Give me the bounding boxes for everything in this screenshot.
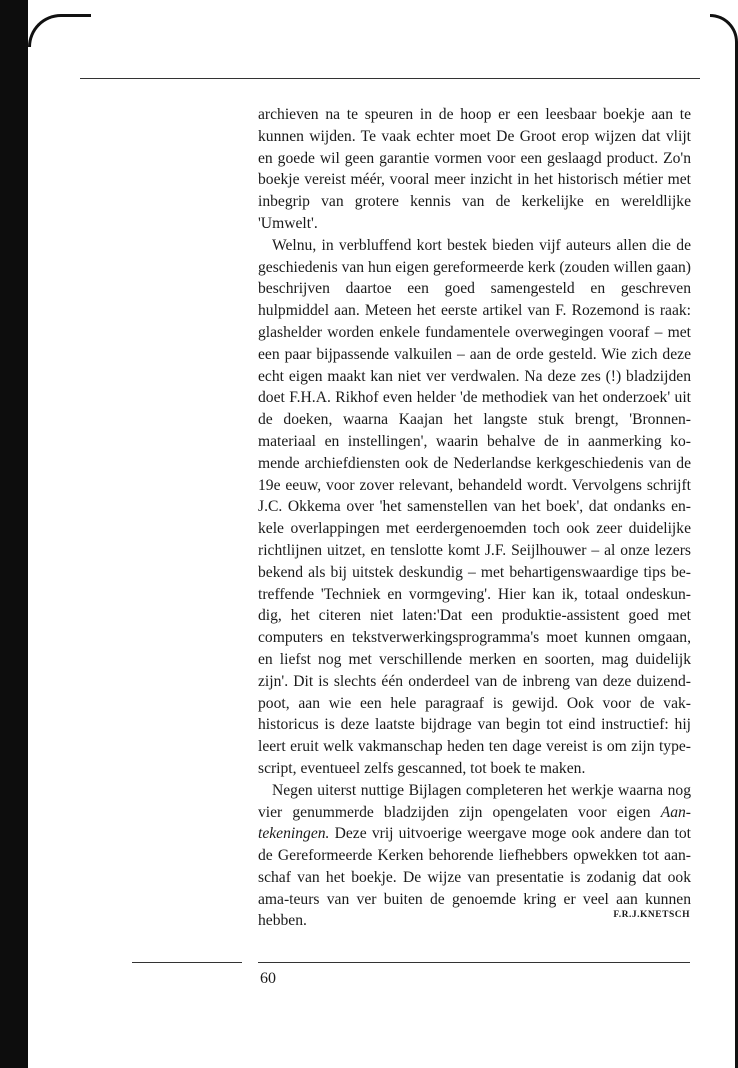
footer-rule-right <box>258 962 690 963</box>
paragraph-3-italic: Aan-tekeningen. <box>258 803 691 843</box>
scan-edge-left <box>0 0 28 1068</box>
paragraph-3-text-before: Negen uiterst nuttige Bijlagen completeren het werkje waarna nog vier genummerde bladzijden zijn opengelaten voor eigen <box>258 781 691 821</box>
article-body <box>258 104 691 932</box>
footer-rule-left <box>132 962 242 963</box>
paragraph-2: Welnu, in verbluffend kort bestek bieden vijf auteurs allen die de geschiedenis van hun eigen gereformeerde kerk (zouden willen gaan) beschrijven daartoe een goed samengesteld en geschreven hulpmiddel aan. Meteen het eerste artikel van F. Rozemond is raak: glashelder worden enkele fundamentele overwegingen vooraf – met een paar bijpassende valkuilen – aan de orde gesteld. Wie zich deze echt eigen maakt kan niet ver verdwalen. Na deze zes (!) bladzijden doet F.H.A. Rikhof even helder 'de methodiek van het onderzoek' uit de doeken, waarna Kaajan het langste stuk brengt, 'Bronnen-materiaal en instellingen', waarin behalve de in aanmerking ko-mende archiefdiensten ook de Nederlandse kerkgeschiedenis van de 19e eeuw, voor zover relevant, behandeld wordt. Vervolgens schrijft J.C. Okkema over 'het samenstellen van het boek', dat ondanks en-kele overlappingen met eerdergenoemden toch ook zeer duidelijke richtlijnen uitzet, en tenslotte komt J.F. Seijlhouwer – al onze lezers bekend als bij uitstek deskundig – met behartigenswaardige tips be-treffende 'Techniek en vormgeving'. Hier kan ik, totaal ondeskun-dig, het citeren niet laten:'Dat een produktie-assistent goed met computers en tekstverwerkingsprogramma's moet kunnen omgaan, en liefst nog met verschillende merken en soorten, mag duidelijk zijn'. Dit is slechts één onderdeel van de inbreng van deze duizend-poot, aan wie een hele paragraaf is gewijd. Ook voor de vak-historicus is deze laatste bijdrage van begin tot eind instructief: hij leert eruit welk vakmanschap heden ten dage vereist is om zijn type-script, eventueel zelfs gescanned, tot boek te maken. <box>258 236 691 777</box>
scan-edge-right <box>710 14 738 1068</box>
author-signature: F.R.J.KNETSCH <box>613 910 690 920</box>
header-rule <box>80 78 700 79</box>
page-number: 60 <box>260 970 276 987</box>
scan-corner-top-left <box>28 14 91 47</box>
paragraph-3-text-after: Deze vrij uitvoerige weergave moge ook andere dan tot de Gereformeerde Kerken behorende liefhebbers opwekken tot aan-schaf van het boekje. De wijze van presentatie is zodanig dat ook ama-teurs van ver buiten de genoemde kring er veel aan kunnen hebben. <box>258 825 691 930</box>
paragraph-1: archieven na te speuren in de hoop er een leesbaar boekje aan te kunnen wijden. Te vaak echter moet De Groot erop wijzen dat vlijt en goede wil geen garantie vormen voor een geslaagd product. Zo'n boekje vereist méér, vooral meer inzicht in het historisch métier met inbegrip van grotere kennis van de kerkelijke en wereldlijke 'Umwelt'. <box>258 106 691 232</box>
